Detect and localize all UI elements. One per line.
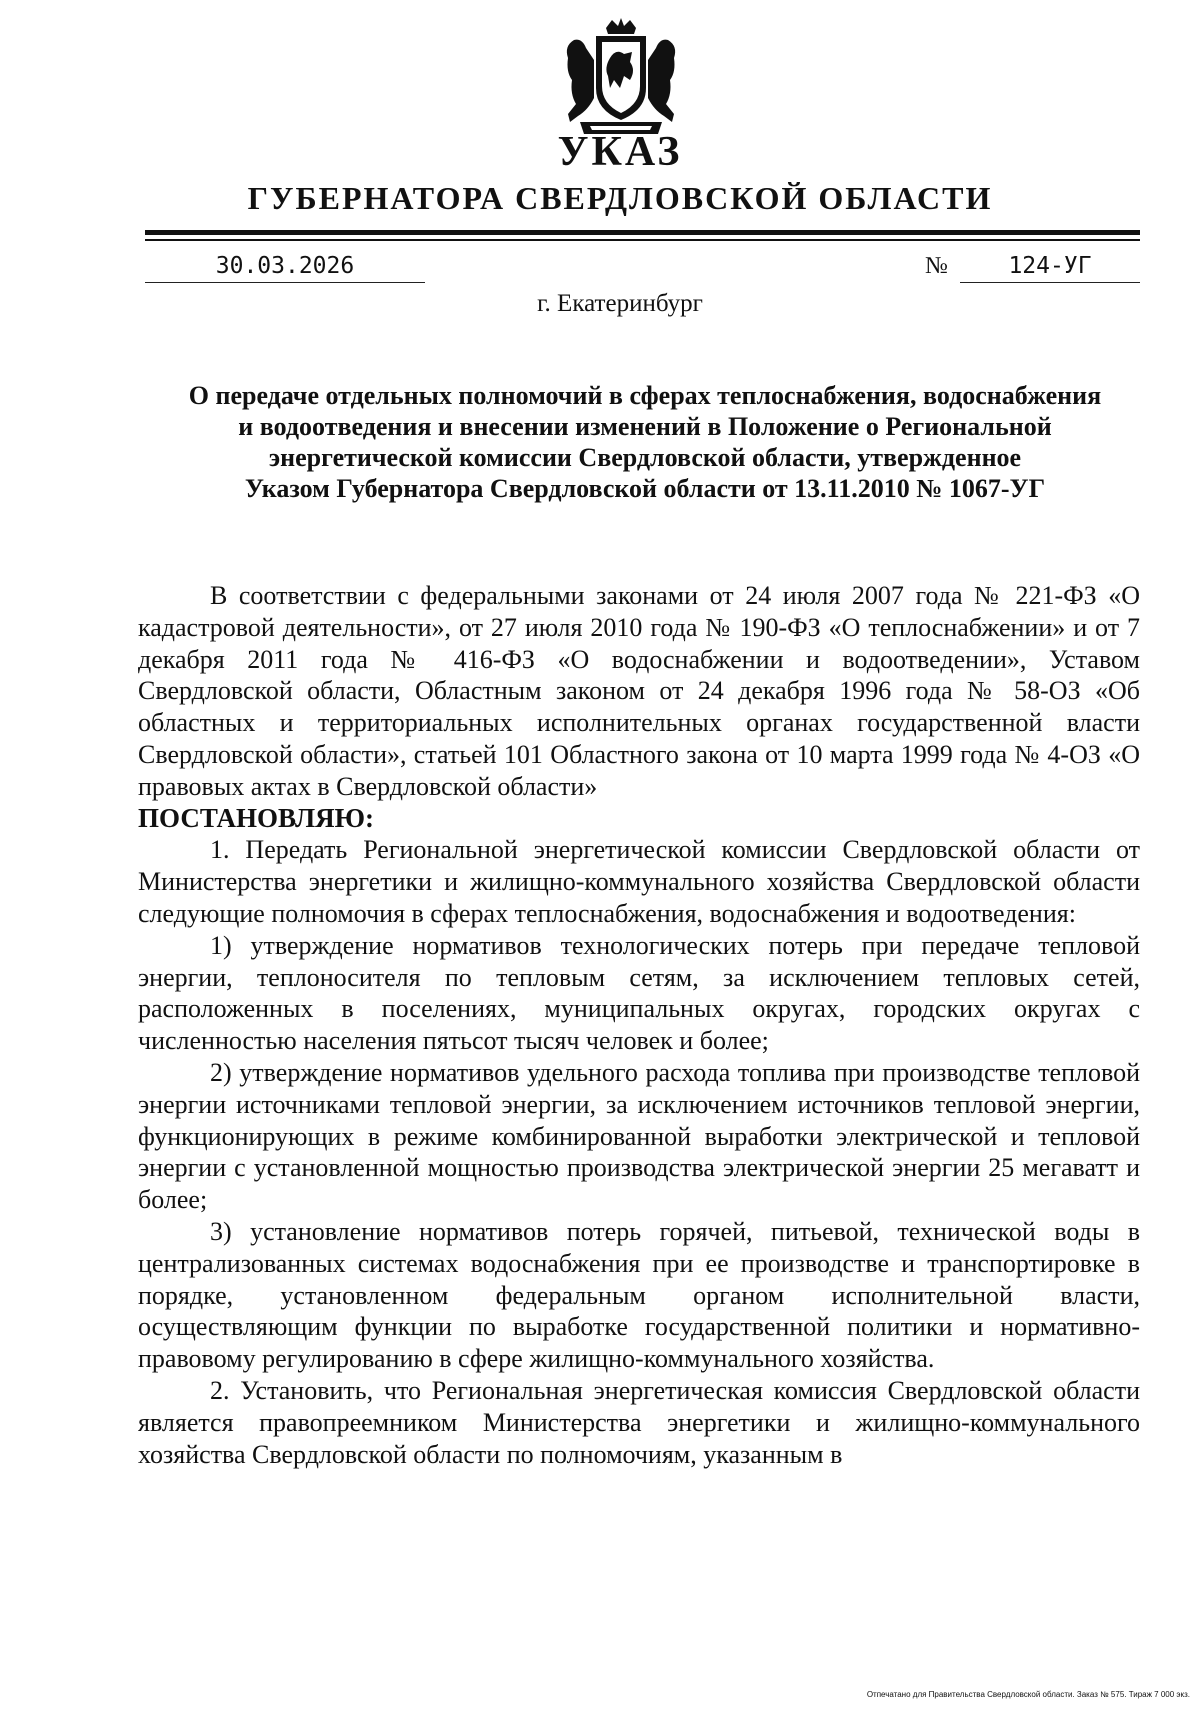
body-paragraph: 1) утверждение нормативов технологических потерь при передаче тепловой энергии, теплоносителя по тепловым сетям, за исключением тепловых сетей, расположенных в поселениях, муниципальных округах, городских округах с численностью населения пятьсот тысяч человек и более;	[138, 930, 1140, 1056]
city-name: г. Екатеринбург	[537, 290, 703, 317]
heading-line: и водоотведения и внесении изменений в Положение о Региональной	[238, 412, 1052, 441]
decree-number: 124-УГ	[960, 250, 1140, 283]
decree-body	[138, 580, 1140, 1470]
document-title: УКАЗ	[557, 129, 683, 175]
decree-number-label: №	[925, 253, 948, 279]
header-rule-thick	[145, 230, 1140, 235]
print-note: Отпечатано для Правительства Свердловской области. Заказ № 575. Тираж 7 000 экз.	[866, 1690, 1190, 1699]
body-paragraph: 2. Установить, что Региональная энергетическая комиссия Свердловской области является правопреемником Министерства энергетики и жилищно-коммунального хозяйства Свердловской области по полномочиям, указанным в	[138, 1375, 1140, 1469]
document-subtitle: ГУБЕРНАТОРА СВЕРДЛОВСКОЙ ОБЛАСТИ	[247, 180, 993, 216]
header-rule-thin	[145, 239, 1140, 241]
decree-word: ПОСТАНОВЛЯЮ:	[138, 802, 374, 833]
body-paragraph: 3) установление нормативов потерь горячей, питьевой, технической воды в централизованных системах водоснабжения при ее производстве и транспортировке в порядке, установленном федеральным органом исполнительной власти, осуществляющим функции по выработке государственной политики и нормативно-правовому регулированию в сфере жилищно-коммунального хозяйства.	[138, 1216, 1140, 1374]
heading-line: О передаче отдельных полномочий в сферах теплоснабжения, водоснабжения	[188, 381, 1102, 410]
preamble-paragraph: В соответствии с федеральными законами от 24 июля 2007 года № 221-ФЗ «О кадастровой деятельности», от 27 июля 2010 года № 190-ФЗ «О теплоснабжении» и от 7 декабря 2011 года № 416-ФЗ «О водоснабжении и водоотведении», Уставом Свердловской области, Областным законом от 24 декабря 1996 года № 58-ОЗ «Об областных и территориальных исполнительных органах государственной власти Свердловской области», статьей 101 Областного закона от 10 марта 1999 года № 4-ОЗ «О правовых актах в Свердловской области»	[138, 581, 1140, 801]
body-paragraph: 1. Передать Региональной энергетической комиссии Свердловской области от Министерства энергетики и жилищно-коммунального хозяйства Свердловской области следующие полномочия в сферах теплоснабжения, водоснабжения и водоотведения:	[138, 835, 1140, 928]
coat-of-arms-icon	[560, 18, 682, 136]
decree-heading	[150, 380, 1140, 504]
heading-line: энергетической комиссии Свердловской области, утвержденное	[268, 443, 1022, 472]
decree-date: 30.03.2026	[145, 250, 425, 283]
heading-line: Указом Губернатора Свердловской области от 13.11.2010 № 1067-УГ	[244, 474, 1046, 503]
body-paragraph: 2) утверждение нормативов удельного расхода топлива при производстве тепловой энергии источниками тепловой энергии, за исключением источников тепловой энергии, функционирующих в режиме комбинированной выработки электрической и тепловой энергии с установленной мощностью производства электрической энергии 25 мегаватт и более;	[138, 1057, 1140, 1215]
